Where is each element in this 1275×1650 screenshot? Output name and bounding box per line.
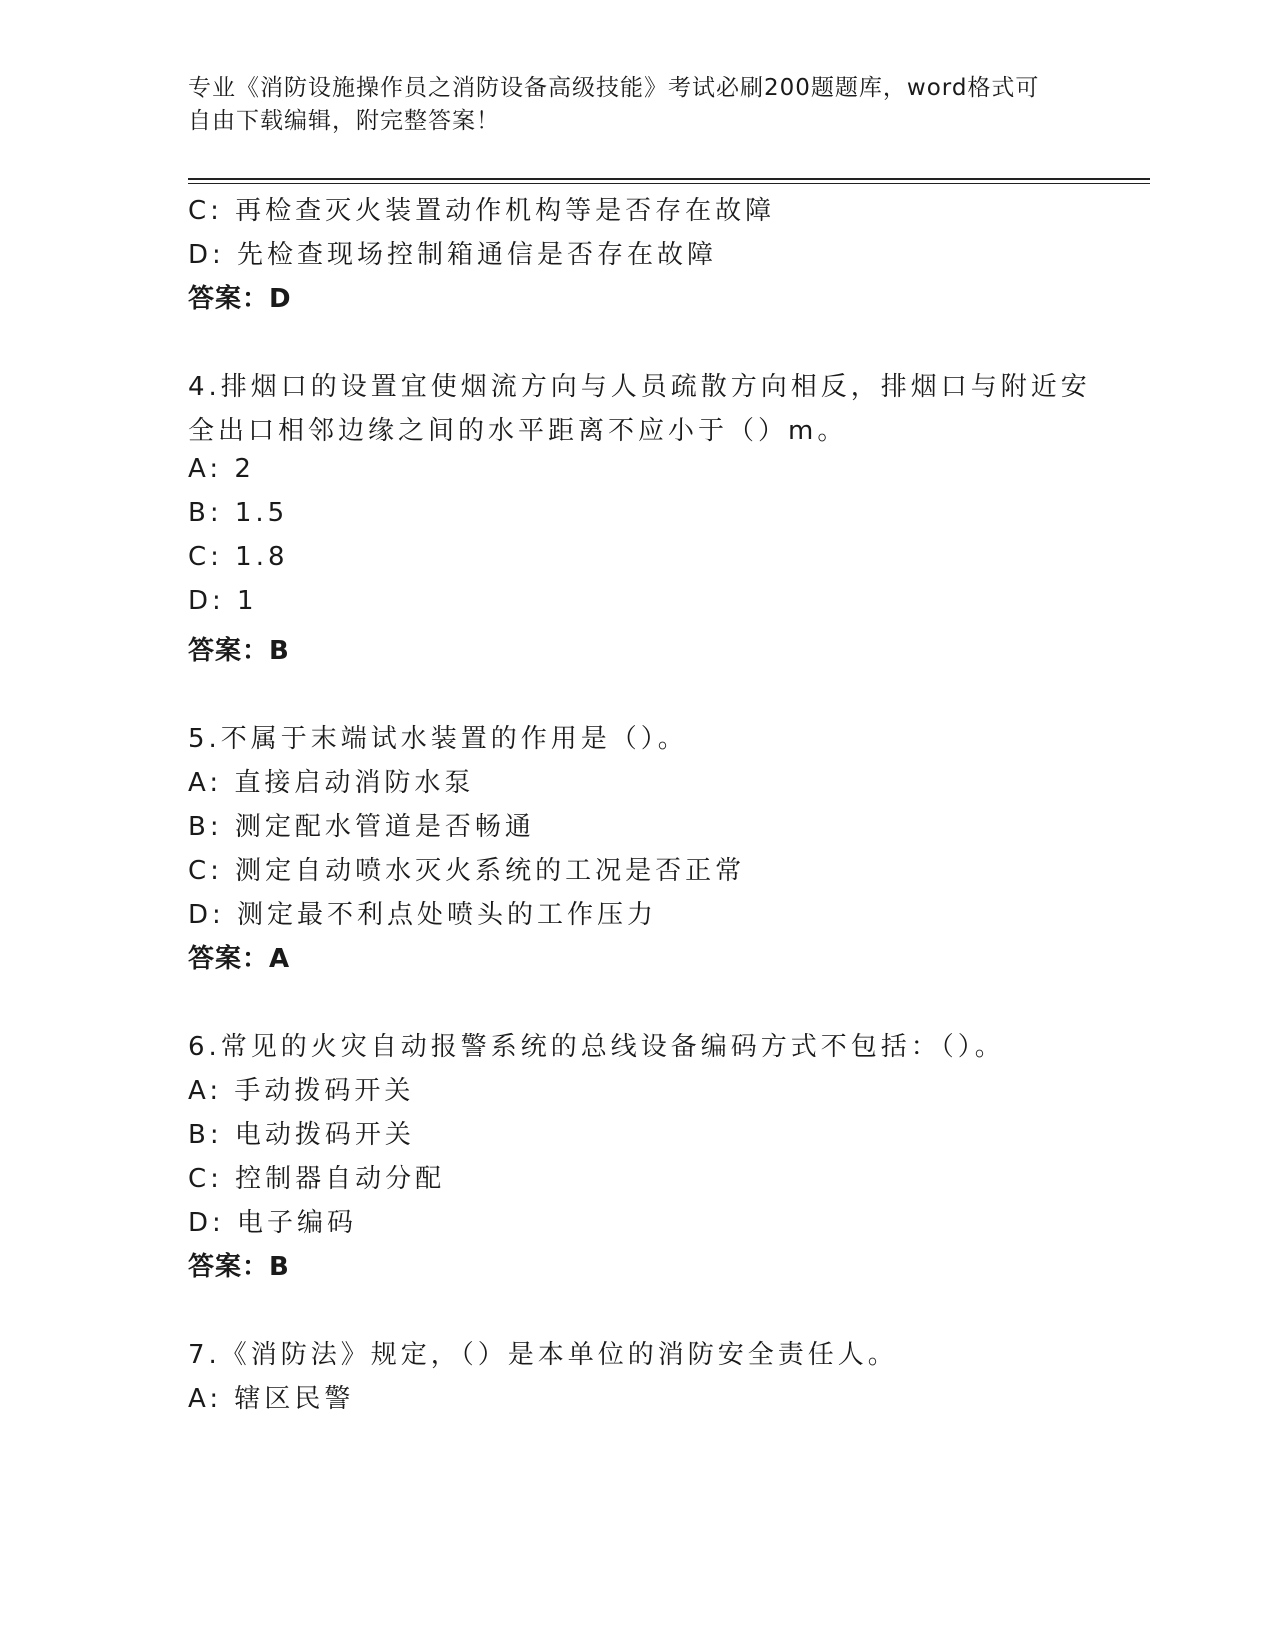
q5-stem: 5.不属于末端试水装置的作用是（）。 (188, 724, 688, 754)
q3-answer: 答案：D (188, 284, 292, 314)
q5-option-a: A: 直接启动消防水泵 (188, 768, 475, 798)
q6-option-d: D: 电子编码 (188, 1208, 358, 1238)
q4-option-d: D: 1 (188, 586, 258, 616)
q5-answer: 答案：A (188, 944, 291, 974)
q5-option-b: B: 测定配水管道是否畅通 (188, 812, 535, 842)
q6-option-c: C: 控制器自动分配 (188, 1164, 446, 1194)
header-divider-thin (188, 183, 1150, 184)
q4-option-c: C: 1.8 (188, 542, 289, 572)
q3-option-d: D: 先检查现场控制箱通信是否存在故障 (188, 240, 718, 270)
q4-option-a: A: 2 (188, 454, 255, 484)
q4-stem-line-1: 4.排烟口的设置宜使烟流方向与人员疏散方向相反，排烟口与附近安 (188, 372, 1091, 402)
q4-stem-line-2: 全出口相邻边缘之间的水平距离不应小于（）m。 (188, 416, 848, 446)
header-line-2: 自由下载编辑，附完整答案！ (188, 108, 500, 134)
q6-option-b: B: 电动拨码开关 (188, 1120, 415, 1150)
q7-stem: 7.《消防法》规定，（）是本单位的消防安全责任人。 (188, 1340, 898, 1370)
q6-answer: 答案：B (188, 1252, 290, 1282)
q5-option-c: C: 测定自动喷水灭火系统的工况是否正常 (188, 856, 746, 886)
q6-option-a: A: 手动拨码开关 (188, 1076, 415, 1106)
q6-stem: 6.常见的火灾自动报警系统的总线设备编码方式不包括：（）。 (188, 1032, 1005, 1062)
q4-answer: 答案：B (188, 636, 290, 666)
q3-option-c: C: 再检查灭火装置动作机构等是否存在故障 (188, 196, 776, 226)
q5-option-d: D: 测定最不利点处喷头的工作压力 (188, 900, 658, 930)
q7-option-a: A: 辖区民警 (188, 1384, 355, 1414)
q4-option-b: B: 1.5 (188, 498, 289, 528)
header-line-1: 专业《消防设施操作员之消防设备高级技能》考试必刷200题题库，word格式可 (188, 75, 1040, 101)
header-divider-thick (188, 178, 1150, 180)
document-header (188, 72, 1088, 138)
